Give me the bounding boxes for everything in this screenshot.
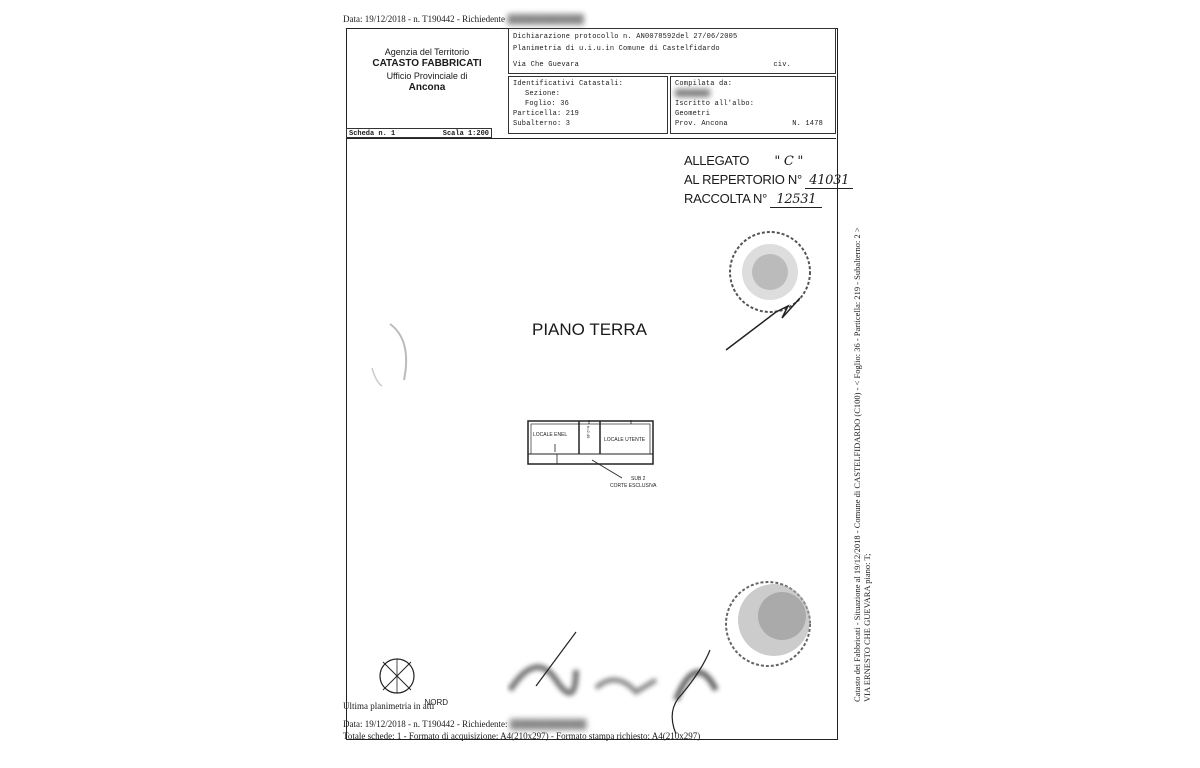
compiled-box [670, 76, 836, 134]
declaration-box [508, 28, 836, 74]
footer-totals: Totale schede: 1 - Formato di acquisizione: A4(210x297) - Formato stampa richiesto: A4(210x297) [343, 731, 701, 741]
corte-esclusiva: CORTE ESCLUSIVA [610, 483, 657, 489]
footer-date-text: Data: 19/12/2018 - n. T190442 - Richiedente: [343, 719, 508, 729]
top-header-text: Data: 19/12/2018 - n. T190442 - Richiedente [343, 14, 506, 24]
north-arrow-icon [377, 656, 417, 696]
compiled-prov: Prov. Ancona [675, 120, 728, 128]
allegato-label: ALLEGATO [684, 153, 750, 168]
side-info-line2: VIA ERNESTO CHE GUEVARA piano: T; [862, 553, 872, 702]
last-plan-label [343, 698, 449, 711]
repertorio-value: 41031 [805, 173, 853, 189]
header-divider [346, 138, 836, 139]
agency-block [352, 46, 502, 94]
compiled-redacted: ████████ [675, 90, 711, 98]
compiled-number: N. 1478 [792, 120, 823, 128]
footer-requester-redacted: ████████████ [509, 719, 587, 729]
scheda-row [346, 128, 492, 138]
room-height-label: h=2.45 [586, 426, 591, 439]
raccolta-label: RACCOLTA N° [684, 191, 768, 206]
ufficio-city: Ancona [408, 82, 446, 93]
identifiers-foglio: Foglio: 36 [525, 100, 570, 108]
notary-seal-top [716, 220, 828, 355]
compiled-geometri: Geometri [675, 110, 711, 118]
compiled-iscritto: Iscritto all'albo: [675, 100, 755, 108]
ufficio-label: Ufficio Provinciale di [386, 71, 468, 81]
raccolta-value: 12531 [770, 192, 822, 208]
declaration-plan: Planimetria di u.i.u.in Comune di Castelfidardo [513, 45, 720, 53]
side-info-line1: Catasto dei Fabbricati - Situazione al 19/12/2018 - Comune di CASTELFIDARDO (C100) - < Foglio: 36 - Particella: 219 - Subalterno: 2 > [852, 227, 862, 702]
room-utente-label: LOCALE UTENTE [604, 437, 646, 443]
catasto-title: CATASTO FABBRICATI [372, 58, 482, 69]
identifiers-subalterno: Subalterno: 3 [513, 120, 571, 128]
margin-artifact [360, 320, 420, 395]
north-label: NORD [424, 698, 449, 707]
scheda-scale: Scala 1:200 [442, 130, 489, 138]
repertorio-label: AL REPERTORIO N° [684, 172, 802, 187]
footer-date-line [343, 719, 586, 729]
top-header [343, 14, 584, 24]
scheda-number: Scheda n. 1 [349, 130, 396, 138]
agency-name: Agenzia del Territorio [384, 47, 470, 57]
sub-leader-line [590, 458, 630, 480]
declaration-civ: civ. [773, 61, 791, 69]
sub-number: SUB 2 [631, 476, 646, 482]
room-enel-label: LOCALE ENEL [533, 432, 568, 438]
declaration-protocol: Dichiarazione protocollo n. AN0078592del 27/06/2005 [513, 33, 738, 41]
allegato-stamp [684, 152, 853, 209]
requester-redacted: ████████████ [507, 14, 584, 24]
identifiers-particella: Particella: 219 [513, 110, 580, 118]
identifiers-sezione: Sezione: [525, 90, 561, 98]
floor-title: PIANO TERRA [532, 320, 647, 339]
side-info [852, 192, 872, 702]
last-plan-text: Ultima planimetria in atti [343, 701, 435, 711]
identifiers-box [508, 76, 668, 134]
identifiers-title: Identificativi Catastali: [513, 80, 624, 88]
declaration-address: Via Che Guevara [513, 61, 580, 69]
compiled-title: Compilata da: [675, 80, 733, 88]
allegato-mark: " C " [774, 154, 804, 169]
